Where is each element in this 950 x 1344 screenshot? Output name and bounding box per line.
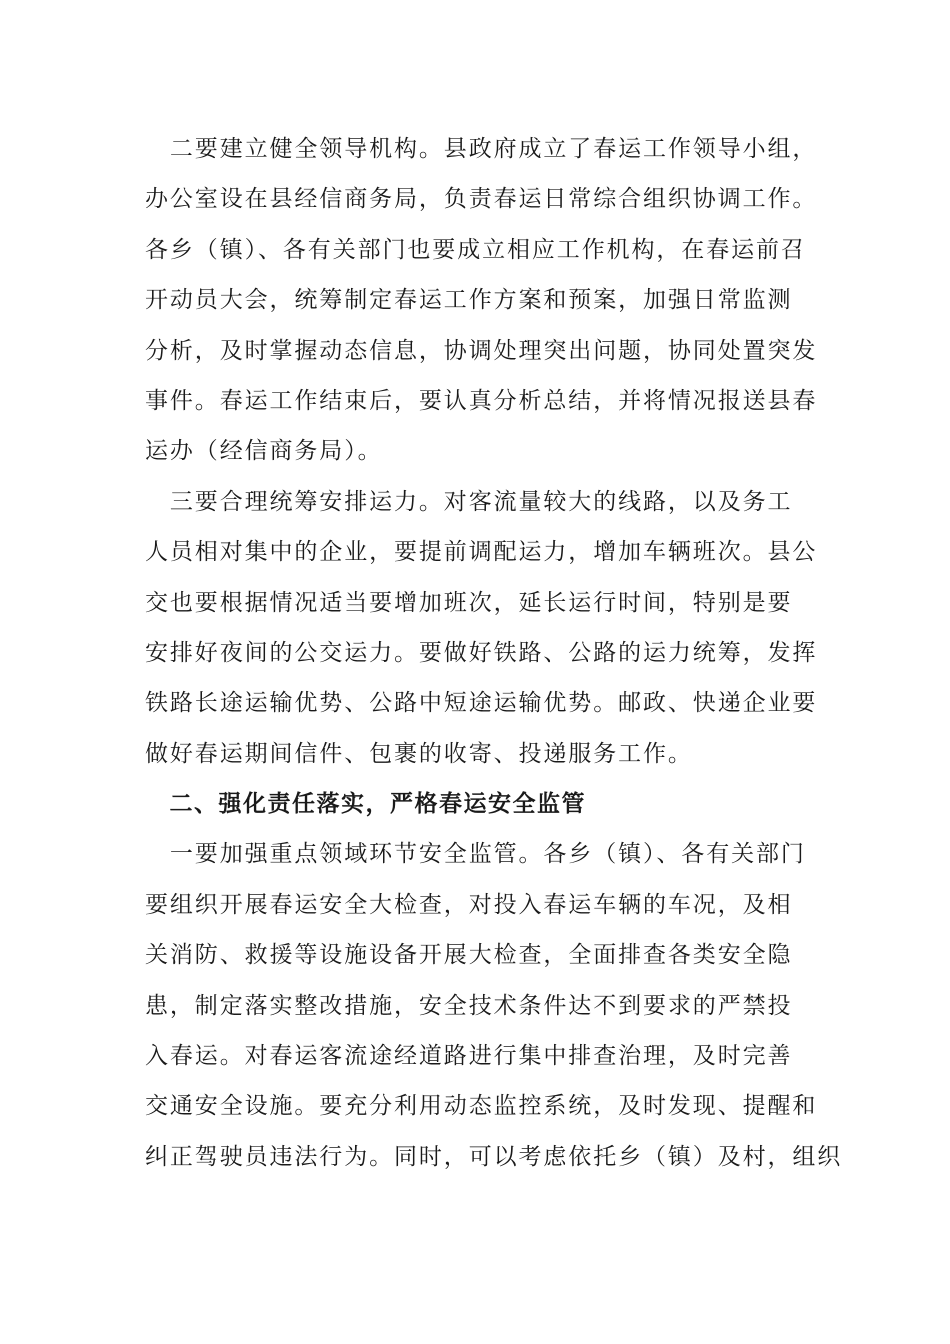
document-body — [145, 124, 843, 1182]
paragraph-line: 分析，及时掌握动态信息，协调处理突出问题，协同处置突发 — [145, 337, 818, 364]
paragraph-line: 人员相对集中的企业，要提前调配运力，增加车辆班次。县公 — [145, 539, 818, 566]
paragraph-line: 做好春运期间信件、包裹的收寄、投递服务工作。 — [145, 740, 693, 767]
paragraph-line: 三要合理统筹安排运力。对客流量较大的线路，以及务工 — [145, 488, 793, 515]
paragraph-line: 交也要根据情况适当要增加班次，延长运行时间，特别是要 — [145, 589, 793, 616]
paragraph-line: 安排好夜间的公交运力。要做好铁路、公路的运力统筹，发挥 — [145, 639, 818, 666]
paragraph-line: 各乡（镇）、各有关部门也要成立相应工作机构，在春运前召 — [145, 236, 806, 263]
paragraph-line: 开动员大会，统筹制定春运工作方案和预案，加强日常监测 — [145, 287, 793, 314]
paragraph-line: 二要建立健全领导机构。县政府成立了春运工作领导小组， — [145, 136, 818, 162]
paragraph-line: 事件。春运工作结束后，要认真分析总结，并将情况报送县春 — [145, 387, 818, 414]
paragraph-line: 一要加强重点领域环节安全监管。各乡（镇）、各有关部门 — [145, 841, 806, 868]
paragraph-line: 办公室设在县经信商务局，负责春运日常综合组织协调工作。 — [145, 186, 818, 213]
paragraph-line: 铁路长途运输优势、公路中短途运输优势。邮政、快递企业要 — [145, 690, 818, 717]
paragraph-line: 运办（经信商务局）。 — [145, 438, 383, 465]
paragraph-line: 患，制定落实整改措施，安全技术条件达不到要求的严禁投 — [145, 992, 793, 1019]
paragraph-line: 入春运。对春运客流途经道路进行集中排查治理，及时完善 — [145, 1043, 793, 1070]
paragraph-line: 纠正驾驶员违法行为。同时，可以考虑依托乡（镇）及村，组织 — [145, 1143, 843, 1170]
paragraph-line: 要组织开展春运安全大检查，对投入春运车辆的车况，及相 — [145, 891, 793, 918]
paragraph-line: 交通安全设施。要充分利用动态监控系统，及时发现、提醒和 — [145, 1093, 818, 1120]
section-heading: 二、强化责任落实，严格春运安全监管 — [145, 791, 586, 818]
paragraph-line: 关消防、救援等设施设备开展大检查，全面排查各类安全隐 — [145, 942, 793, 969]
